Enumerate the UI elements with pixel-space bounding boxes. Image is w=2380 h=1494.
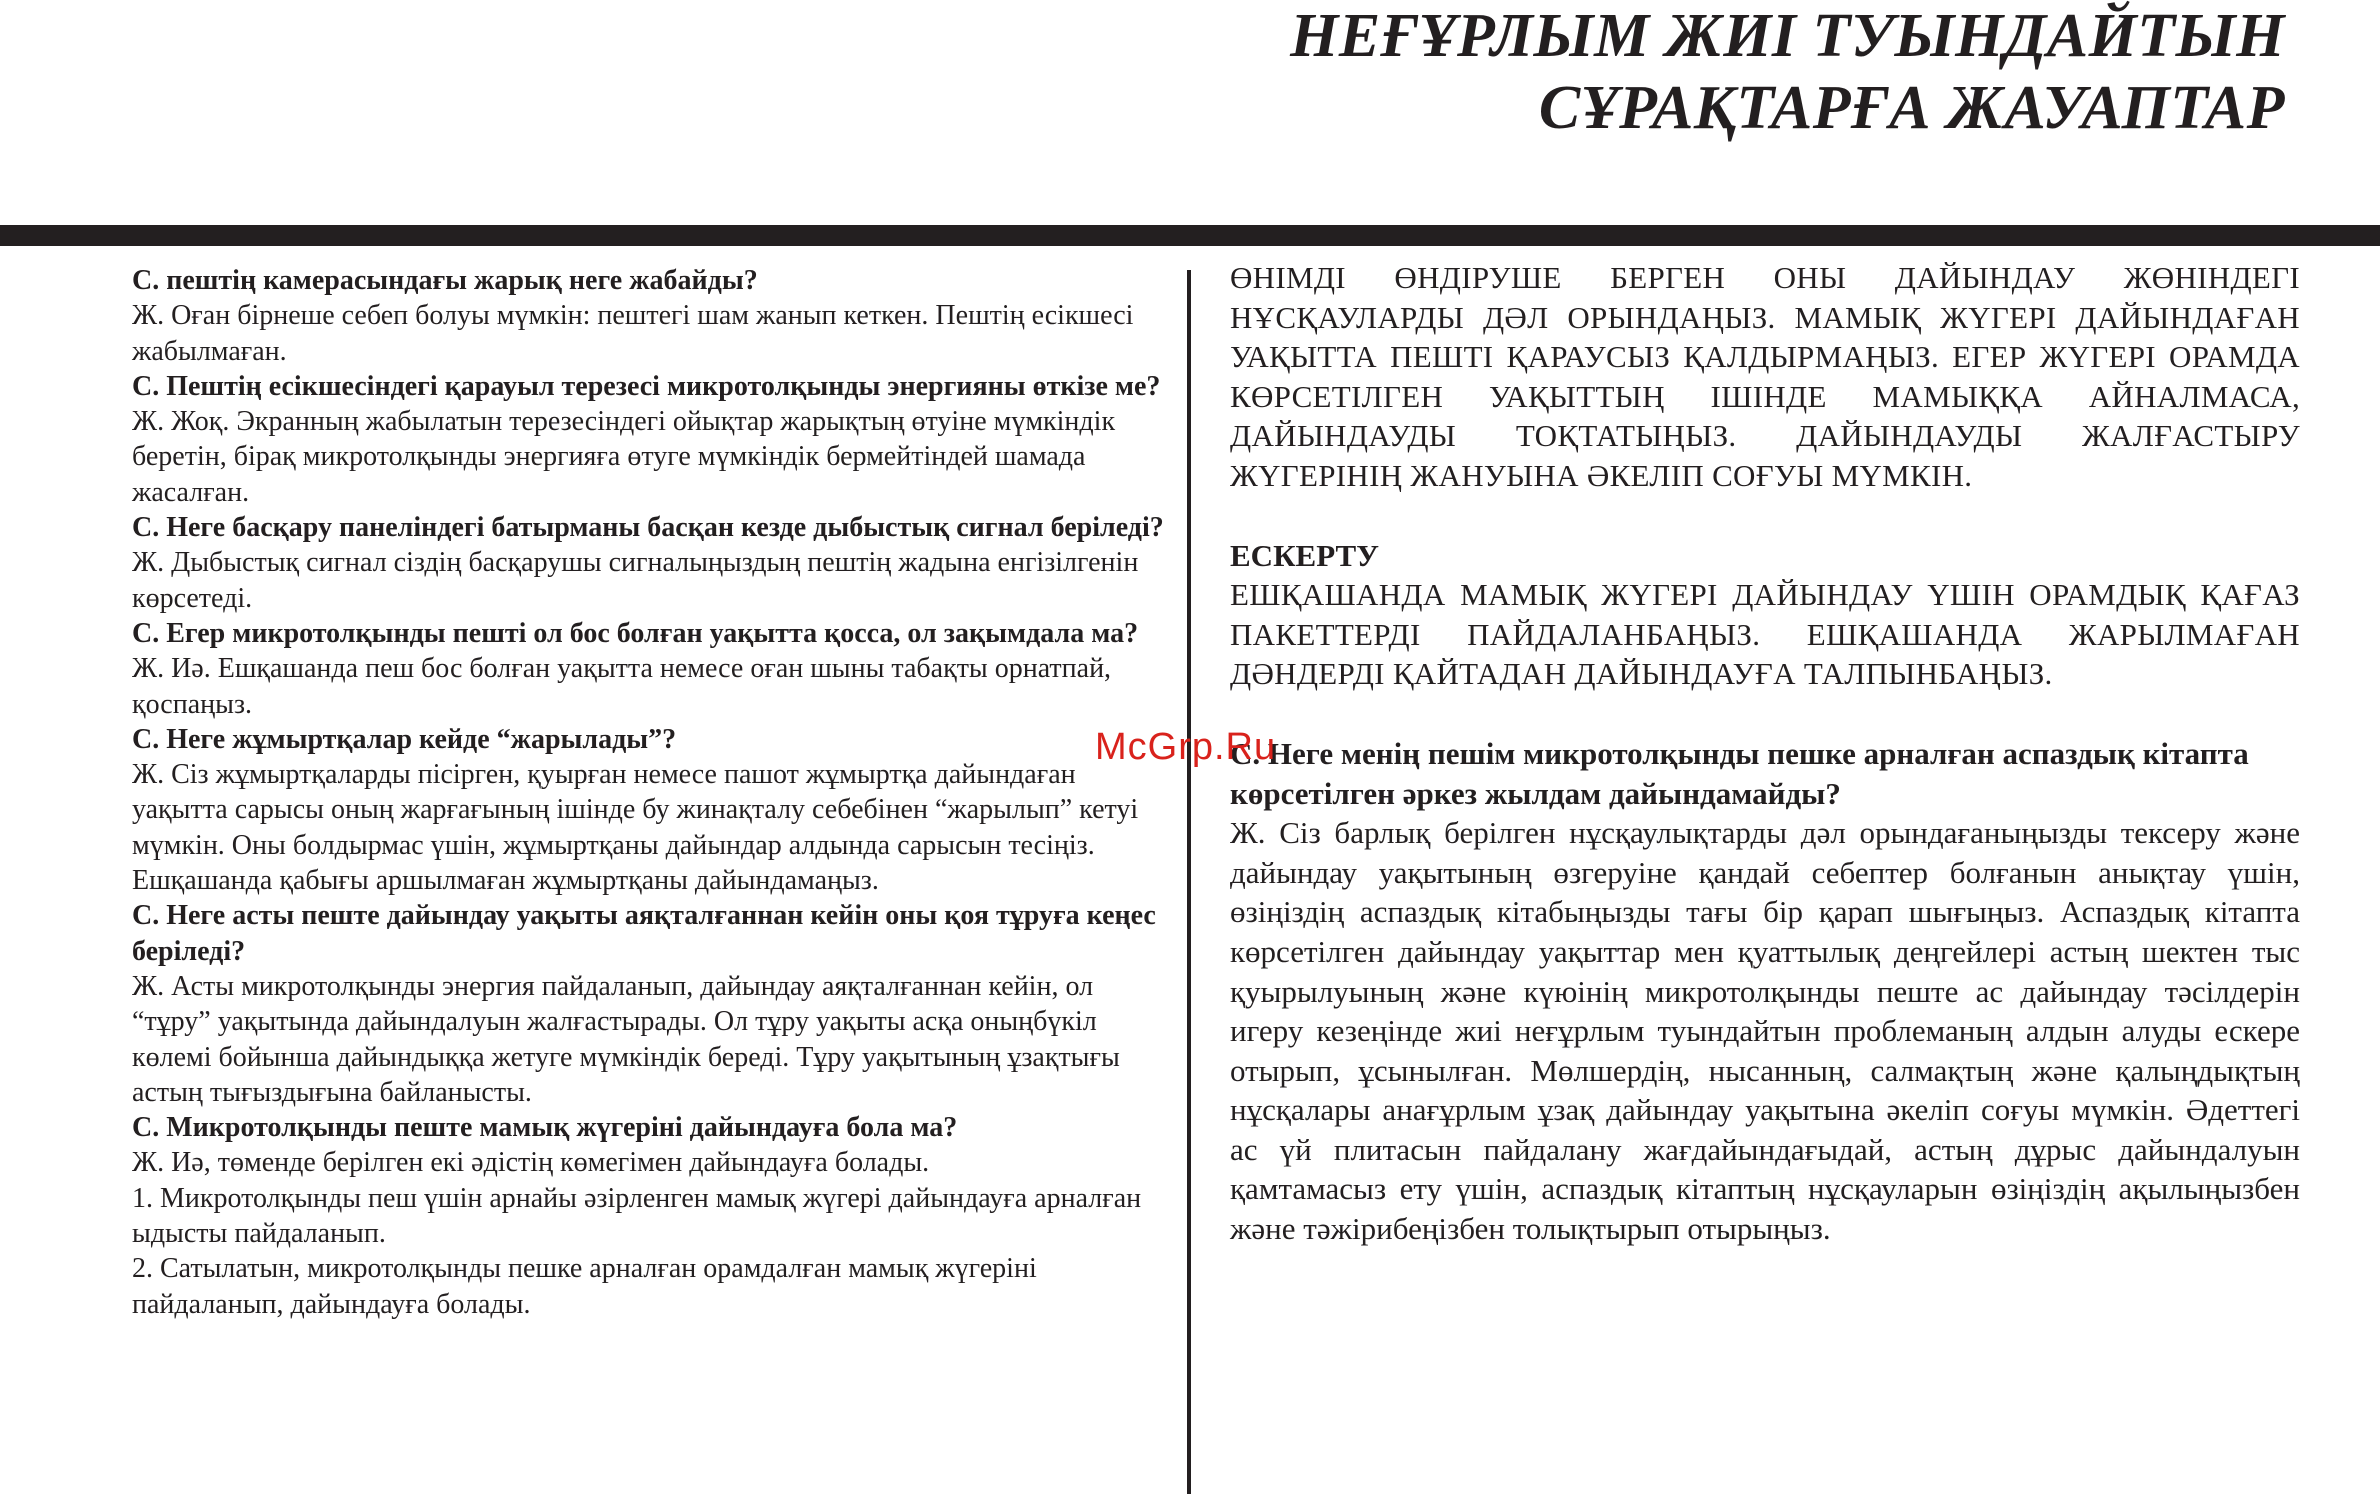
faq-item (132, 722, 1172, 898)
faq-answer: Ж. Сіз барлық берілген нұсқаулықтарды дәл орындағаныңызды тексеру және дайындау уақытының өзгеруіне қандай себептер болғанын анықтау үшін, өзіңіздің аспаздық кітабыңызды тағы бір қарап шығыңыз. Аспаздық кітапта көрсетілген дайындау уақыттар мен қуаттылық деңгейлері астың шектен тыс қуырылуының және күюінің микротолқынды пеште ас дайындау тәсілдерін игеру кезеңінде жиі неғұрлым туындайтын проблеманың алдын алуды ескере отырып, ұсынылған. Мөлшердің, нысанның, салмақтың және қалыңдықтың нұсқалары анағұрлым ұзақ дайындау уақытына әкеліп соғуы мүмкін. Әдеттегі ас үй плитасын пайдалану жағдайындағыдай, астың дұрыс дайындалуын қамтамасыз ету үшін, аспаздық кітаптың нұсқауларын өзіңіздің ақылыңызбен және тәжірибеңізбен толықтырып отырыңыз. (1230, 815, 2300, 1247)
faq-item (132, 1110, 1172, 1181)
page-title-line-2: СҰРАҚТАРҒА ЖАУАПТАР (1538, 74, 2285, 142)
faq-answer: Ж. Сіз жұмыртқаларды пісірген, қуырған немесе пашот жұмыртқа дайындаған уақытта сарысы оның жарғағының ішінде бу жинақталу себебінен “жарылып” кетуі мүмкін. Оны болдырмас үшін, жұмыртқаны дайындар алдында сарысын тесіңіз. Ешқашанда қабығы аршылмаған жұмыртқаны дайындамаңыз. (132, 759, 1139, 897)
warning-text: ЕШҚАШАНДА МАМЫҚ ЖҮГЕРІ ДАЙЫНДАУ ҮШІН ОРАМДЫҚ ҚАҒАЗ ПАКЕТТЕРДІ ПАЙДАЛАНБАҢЫЗ. ЕШҚАШАНДА ЖАРЫЛМАҒАН ДӘНДЕРДІ ҚАЙТАДАН ДАЙЫНДАУҒА ТАЛПЫНБАҢЫЗ. (1230, 577, 2300, 692)
faq-question: С. Микротолқынды пеште мамық жүгеріні дайындауға бола ма? (132, 1112, 958, 1144)
right-column (1230, 258, 2300, 1249)
watermark-text: McGrp.Ru (1095, 726, 1277, 768)
faq-question: С. Пештің есікшесіндегі қарауыл терезесі микротолқынды энергияны өткізе ме? (132, 370, 1161, 402)
faq-answer: Ж. Иә, төменде берілген екі әдістің көмегімен дайындауға болады. (132, 1147, 930, 1179)
left-column (132, 263, 1172, 1322)
column-divider (1187, 270, 1191, 1494)
faq-answer: Ж. Оған бірнеше себеп болуы мүмкін: пештегі шам жанып кеткен. Пештің есікшесі жабылмаған. (132, 300, 1134, 367)
faq-item (132, 616, 1172, 722)
faq-answer: Ж. Жоқ. Экранның жабылатын терезесіндегі ойықтар жарықтың өтуіне мүмкіндік беретін, бірақ микротолқынды энергияға өтуге мүмкіндік бермейтіндей шамада жасалған. (132, 406, 1116, 508)
warning-title: ЕСКЕРТУ (1230, 537, 1379, 573)
faq-question: С. Неге басқару панеліндегі батырманы басқан кезде дыбыстық сигнал беріледі? (132, 512, 1164, 544)
faq-question: С. Неге жұмыртқалар кейде “жарылады”? (132, 723, 677, 755)
faq-answer: Ж. Иә. Ешқашанда пеш бос болған уақытта немесе оған шыны табақты орнатпай, қоспаңыз. (132, 653, 1112, 720)
faq-item (132, 898, 1172, 1110)
faq-question: С. Егер микротолқынды пешті ол бос болған уақытта қосса, ол зақымдала ма? (132, 617, 1139, 649)
faq-question: С. Неге асты пеште дайындау уақыты аяқталғаннан кейін оны қоя тұруға кеңес беріледі? (132, 900, 1156, 967)
faq-question: С. Неге менің пешім микротолқынды пешке арналған аспаздық кітапта көрсетілген әркез жылдам дайындамайды? (1230, 735, 2249, 811)
header-divider-bar (0, 225, 2380, 246)
faq-answer: Ж. Асты микротолқынды энергия пайдаланып, дайындау аяқталғаннан кейін, ол “тұру” уақытында дайындалуын жалғастырады. Ол тұру уақыты асқа оныңбүкіл көлемі бойынша дайындыққа жетуге мүмкіндік береді. Тұру уақытының ұзақтығы астың тығыздығына байланысты. (132, 970, 1120, 1108)
page-title-line-1: НЕҒҰРЛЫМ ЖИІ ТУЫНДАЙТЫН (1290, 2, 2285, 70)
page-title (1290, 0, 2285, 144)
instructions-paragraph: ӨНІМДІ ӨНДІРУШЕ БЕРГЕН ОНЫ ДАЙЫНДАУ ЖӨНІНДЕГІ НҰСҚАУЛАРДЫ ДӘЛ ОРЫНДАҢЫЗ. МАМЫҚ ЖҮГЕРІ ДАЙЫНДАҒАН УАҚЫТТА ПЕШТІ ҚАРАУСЫЗ ҚАЛДЫРМАҢЫЗ. ЕГЕР ЖҮГЕРІ ОРАМДА КӨРСЕТІЛГЕН УАҚЫТТЫҢ ІШІНДЕ МАМЫҚҚА АЙНАЛМАСА, ДАЙЫНДАУДЫ ТОҚТАТЫҢЫЗ. ДАЙЫНДАУДЫ ЖАЛҒАСТЫРУ ЖҮГЕРІНІҢ ЖАНУЫНА ӘКЕЛІП СОҒУЫ МҮМКІН. (1230, 260, 2300, 493)
faq-item (132, 510, 1172, 616)
method-list-item: 2. Сатылатын, микротолқынды пешке арналған орамдалған мамық жүгеріні пайдаланып, дайындауға болады. (132, 1253, 1037, 1320)
faq-question: С. пештің камерасындағы жарық неге жабайды? (132, 265, 758, 296)
method-list-item: 1. Микротолқынды пеш үшін арнайы әзірленген мамық жүгері дайындауға арналған ыдысты пайдаланып. (132, 1182, 1142, 1250)
faq-answer: Ж. Дыбыстық сигнал сіздің басқарушы сигналыңыздың пештің жадына енгізілгенін көрсетеді. (132, 547, 1139, 614)
faq-item (132, 369, 1172, 510)
faq-item (132, 263, 1172, 369)
